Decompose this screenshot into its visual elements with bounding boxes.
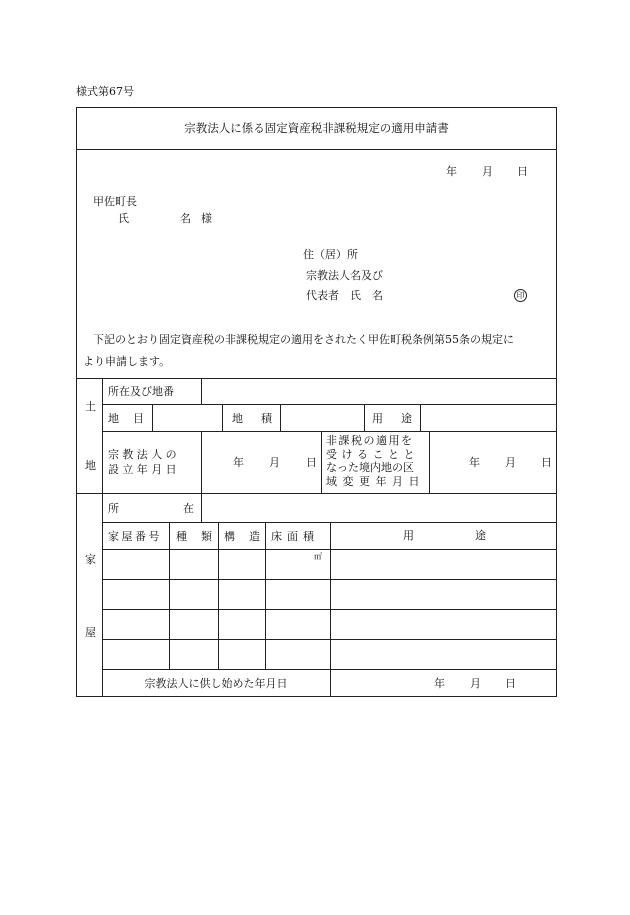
form-number: 様式第67号: [76, 85, 134, 98]
house-col-divider-a: [169, 522, 170, 669]
land-r2-divider-c: [280, 404, 281, 431]
date-year-label: 年: [446, 165, 457, 178]
body-text-line-2: より申請します。: [83, 355, 171, 368]
land-r2-divider-a: [152, 404, 153, 431]
land-section-char-2: 地: [85, 459, 96, 472]
house-start-day: 日: [505, 677, 516, 690]
land-use-label: [372, 404, 412, 431]
floor-area-unit: ㎡: [314, 552, 322, 561]
house-col-divider-b: [218, 522, 219, 669]
title-divider: [76, 149, 557, 150]
land-change-label-1: 非課税の適用を: [326, 434, 414, 447]
land-use-char-1: 用: [372, 411, 383, 425]
date-month-label: 月: [482, 165, 493, 178]
land-r3-divider-c: [429, 431, 430, 493]
land-chimoku-char-2: 目: [133, 411, 144, 425]
land-established-month: 月: [269, 456, 280, 469]
house-location-char-2: 在: [183, 501, 194, 515]
house-start-year: 年: [434, 677, 445, 690]
applicant-address-label: 住（居）所: [303, 248, 358, 261]
house-col-structure-char-2: 造: [249, 529, 260, 543]
land-row-line-2: [102, 431, 557, 432]
land-change-label-3: なった境内地の区: [326, 461, 414, 474]
land-established-day: 日: [306, 456, 317, 469]
land-change-month: 月: [505, 456, 516, 469]
land-chimoku-char-1: 地: [108, 411, 119, 425]
form-title: 宗教法人に係る固定資産税非課税規定の適用申請書: [184, 121, 449, 135]
land-row-line-1: [102, 404, 557, 405]
house-col-use-char-2: 途: [475, 529, 486, 542]
land-r1-divider: [201, 378, 202, 405]
addressee-name-1: 氏: [118, 212, 129, 225]
applicant-rep-label: 代表者 氏 名: [306, 289, 383, 302]
body-text-line-1: 下記のとおり固定資産税の非課税規定の適用をされたく甲佐町税条例第55条の規定に: [93, 333, 514, 346]
house-col-kind-char-2: 類: [201, 529, 212, 543]
land-section-char-1: 土: [85, 400, 96, 413]
land-established-label-2: 設立年月日: [108, 463, 180, 476]
house-col-floor-area: 床面積: [271, 529, 319, 543]
land-r2-divider-b: [222, 404, 223, 431]
house-location-label: [108, 493, 194, 522]
house-col-divider-d: [330, 522, 331, 697]
house-start-label: 宗教法人に供し始めた年月日: [144, 677, 288, 690]
house-start-month: 月: [470, 677, 481, 690]
land-established-label-1: 宗教法人の: [108, 448, 180, 461]
house-col-number: 家屋番号: [108, 529, 162, 543]
house-col-structure: [224, 522, 260, 549]
house-col-kind: [176, 522, 212, 549]
addressee-honorific: 様: [201, 212, 212, 225]
house-section-char-1: 家: [85, 553, 96, 566]
house-col-structure-char-1: 構: [224, 529, 235, 543]
house-col-use-char-1: 用: [403, 529, 414, 542]
section-label-divider: [102, 378, 103, 697]
land-use-char-2: 途: [401, 411, 412, 425]
land-r3-divider-b: [321, 431, 322, 493]
land-area-char-2: 積: [261, 411, 272, 425]
land-change-label-2: 受けることと: [326, 447, 419, 461]
land-chimoku-label: [108, 404, 144, 431]
land-area-label: [232, 404, 272, 431]
land-r3-divider-a: [201, 431, 202, 493]
land-change-label-4: 域変更年月日: [326, 474, 425, 488]
addressee-office: 甲佐町長: [93, 195, 137, 208]
land-area-char-1: 地: [232, 411, 243, 425]
land-location-label: 所在及び地番: [108, 385, 174, 398]
house-col-divider-c: [265, 522, 266, 669]
house-r1-divider: [201, 493, 202, 523]
house-col-kind-char-1: 種: [176, 529, 187, 543]
seal-mark: 印: [514, 289, 527, 302]
land-change-year: 年: [469, 456, 480, 469]
date-day-label: 日: [517, 165, 528, 178]
land-change-day: 日: [541, 456, 552, 469]
land-established-year: 年: [233, 456, 244, 469]
land-r2-divider-d: [364, 404, 365, 431]
addressee-name-2: 名: [180, 212, 191, 225]
land-r2-divider-e: [420, 404, 421, 431]
house-location-char-1: 所: [108, 501, 119, 515]
house-section-char-2: 屋: [85, 626, 96, 639]
applicant-corp-label: 宗教法人名及び: [306, 269, 383, 282]
